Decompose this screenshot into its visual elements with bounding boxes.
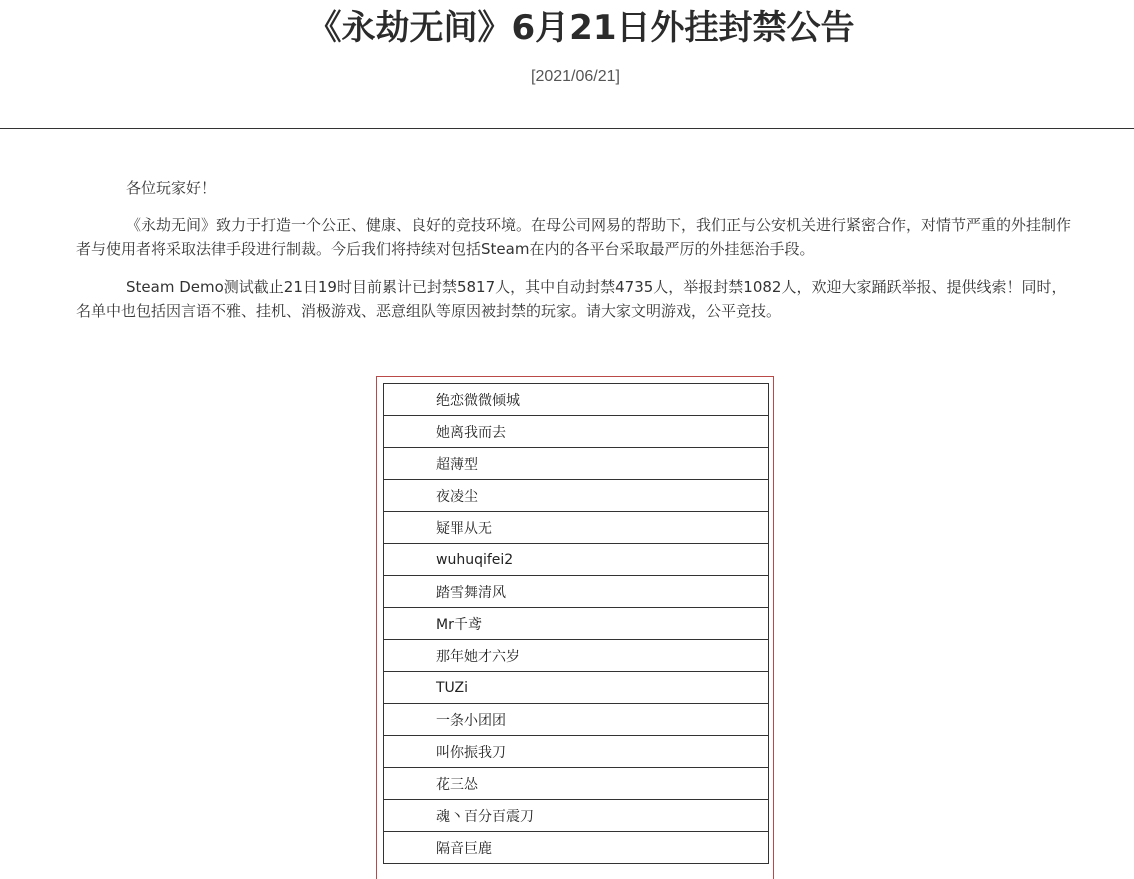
table-row bbox=[384, 800, 769, 832]
publish-date: [2021/06/21] bbox=[531, 68, 620, 85]
table-row bbox=[384, 480, 769, 512]
table-row bbox=[384, 448, 769, 480]
table-row bbox=[384, 832, 769, 864]
banned-player-name: 魂丶百分百震刀 bbox=[384, 800, 769, 832]
banned-player-name: 夜凌尘 bbox=[384, 480, 769, 512]
banned-player-name: TUZi bbox=[384, 672, 769, 704]
table-row bbox=[384, 608, 769, 640]
table-row bbox=[384, 384, 769, 416]
table-row bbox=[384, 512, 769, 544]
table-row bbox=[384, 704, 769, 736]
banned-player-name: 踏雪舞清风 bbox=[384, 576, 769, 608]
banned-player-name: 绝恋微微倾城 bbox=[384, 384, 769, 416]
page-title: 《永劫无间》6月21日外挂封禁公告 bbox=[307, 8, 855, 48]
table-row bbox=[384, 672, 769, 704]
table-row bbox=[384, 640, 769, 672]
header-divider bbox=[0, 128, 1134, 129]
table-row bbox=[384, 416, 769, 448]
banned-player-name: 超薄型 bbox=[384, 448, 769, 480]
article-body bbox=[76, 176, 1076, 337]
banned-player-name: 那年她才六岁 bbox=[384, 640, 769, 672]
banned-player-name: 隔音巨鹿 bbox=[384, 832, 769, 864]
banned-player-name: 疑罪从无 bbox=[384, 512, 769, 544]
ban-stats-paragraph: Steam Demo测试截止21日19时目前累计已封禁5817人，其中自动封禁4735人，举报封禁1082人，欢迎大家踊跃举报、提供线索！同时，名单中也包括因言语不雅、挂机、消极游戏、恶意组队等原因被封禁的玩家。请大家文明游戏，公平竞技。 bbox=[76, 278, 1067, 320]
intro-paragraph: 《永劫无间》致力于打造一个公正、健康、良好的竞技环境。在母公司网易的帮助下，我们正与公安机关进行紧密合作，对情节严重的外挂制作者与使用者将采取法律手段进行制裁。今后我们将持续对包括Steam在内的各平台采取最严厉的外挂惩治手段。 bbox=[76, 216, 1072, 258]
table-row bbox=[384, 576, 769, 608]
banned-player-name: 叫你振我刀 bbox=[384, 736, 769, 768]
table-row bbox=[384, 544, 769, 576]
banned-player-name: 一条小团团 bbox=[384, 704, 769, 736]
banned-player-name: 花三怂 bbox=[384, 768, 769, 800]
table-row bbox=[384, 768, 769, 800]
banned-player-name: Mr千鸢 bbox=[384, 608, 769, 640]
banned-player-name: wuhuqifei2 bbox=[384, 544, 769, 576]
banned-player-name: 她离我而去 bbox=[384, 416, 769, 448]
ban-list-table bbox=[383, 383, 769, 864]
greeting-paragraph: 各位玩家好！ bbox=[126, 179, 217, 197]
table-row bbox=[384, 736, 769, 768]
